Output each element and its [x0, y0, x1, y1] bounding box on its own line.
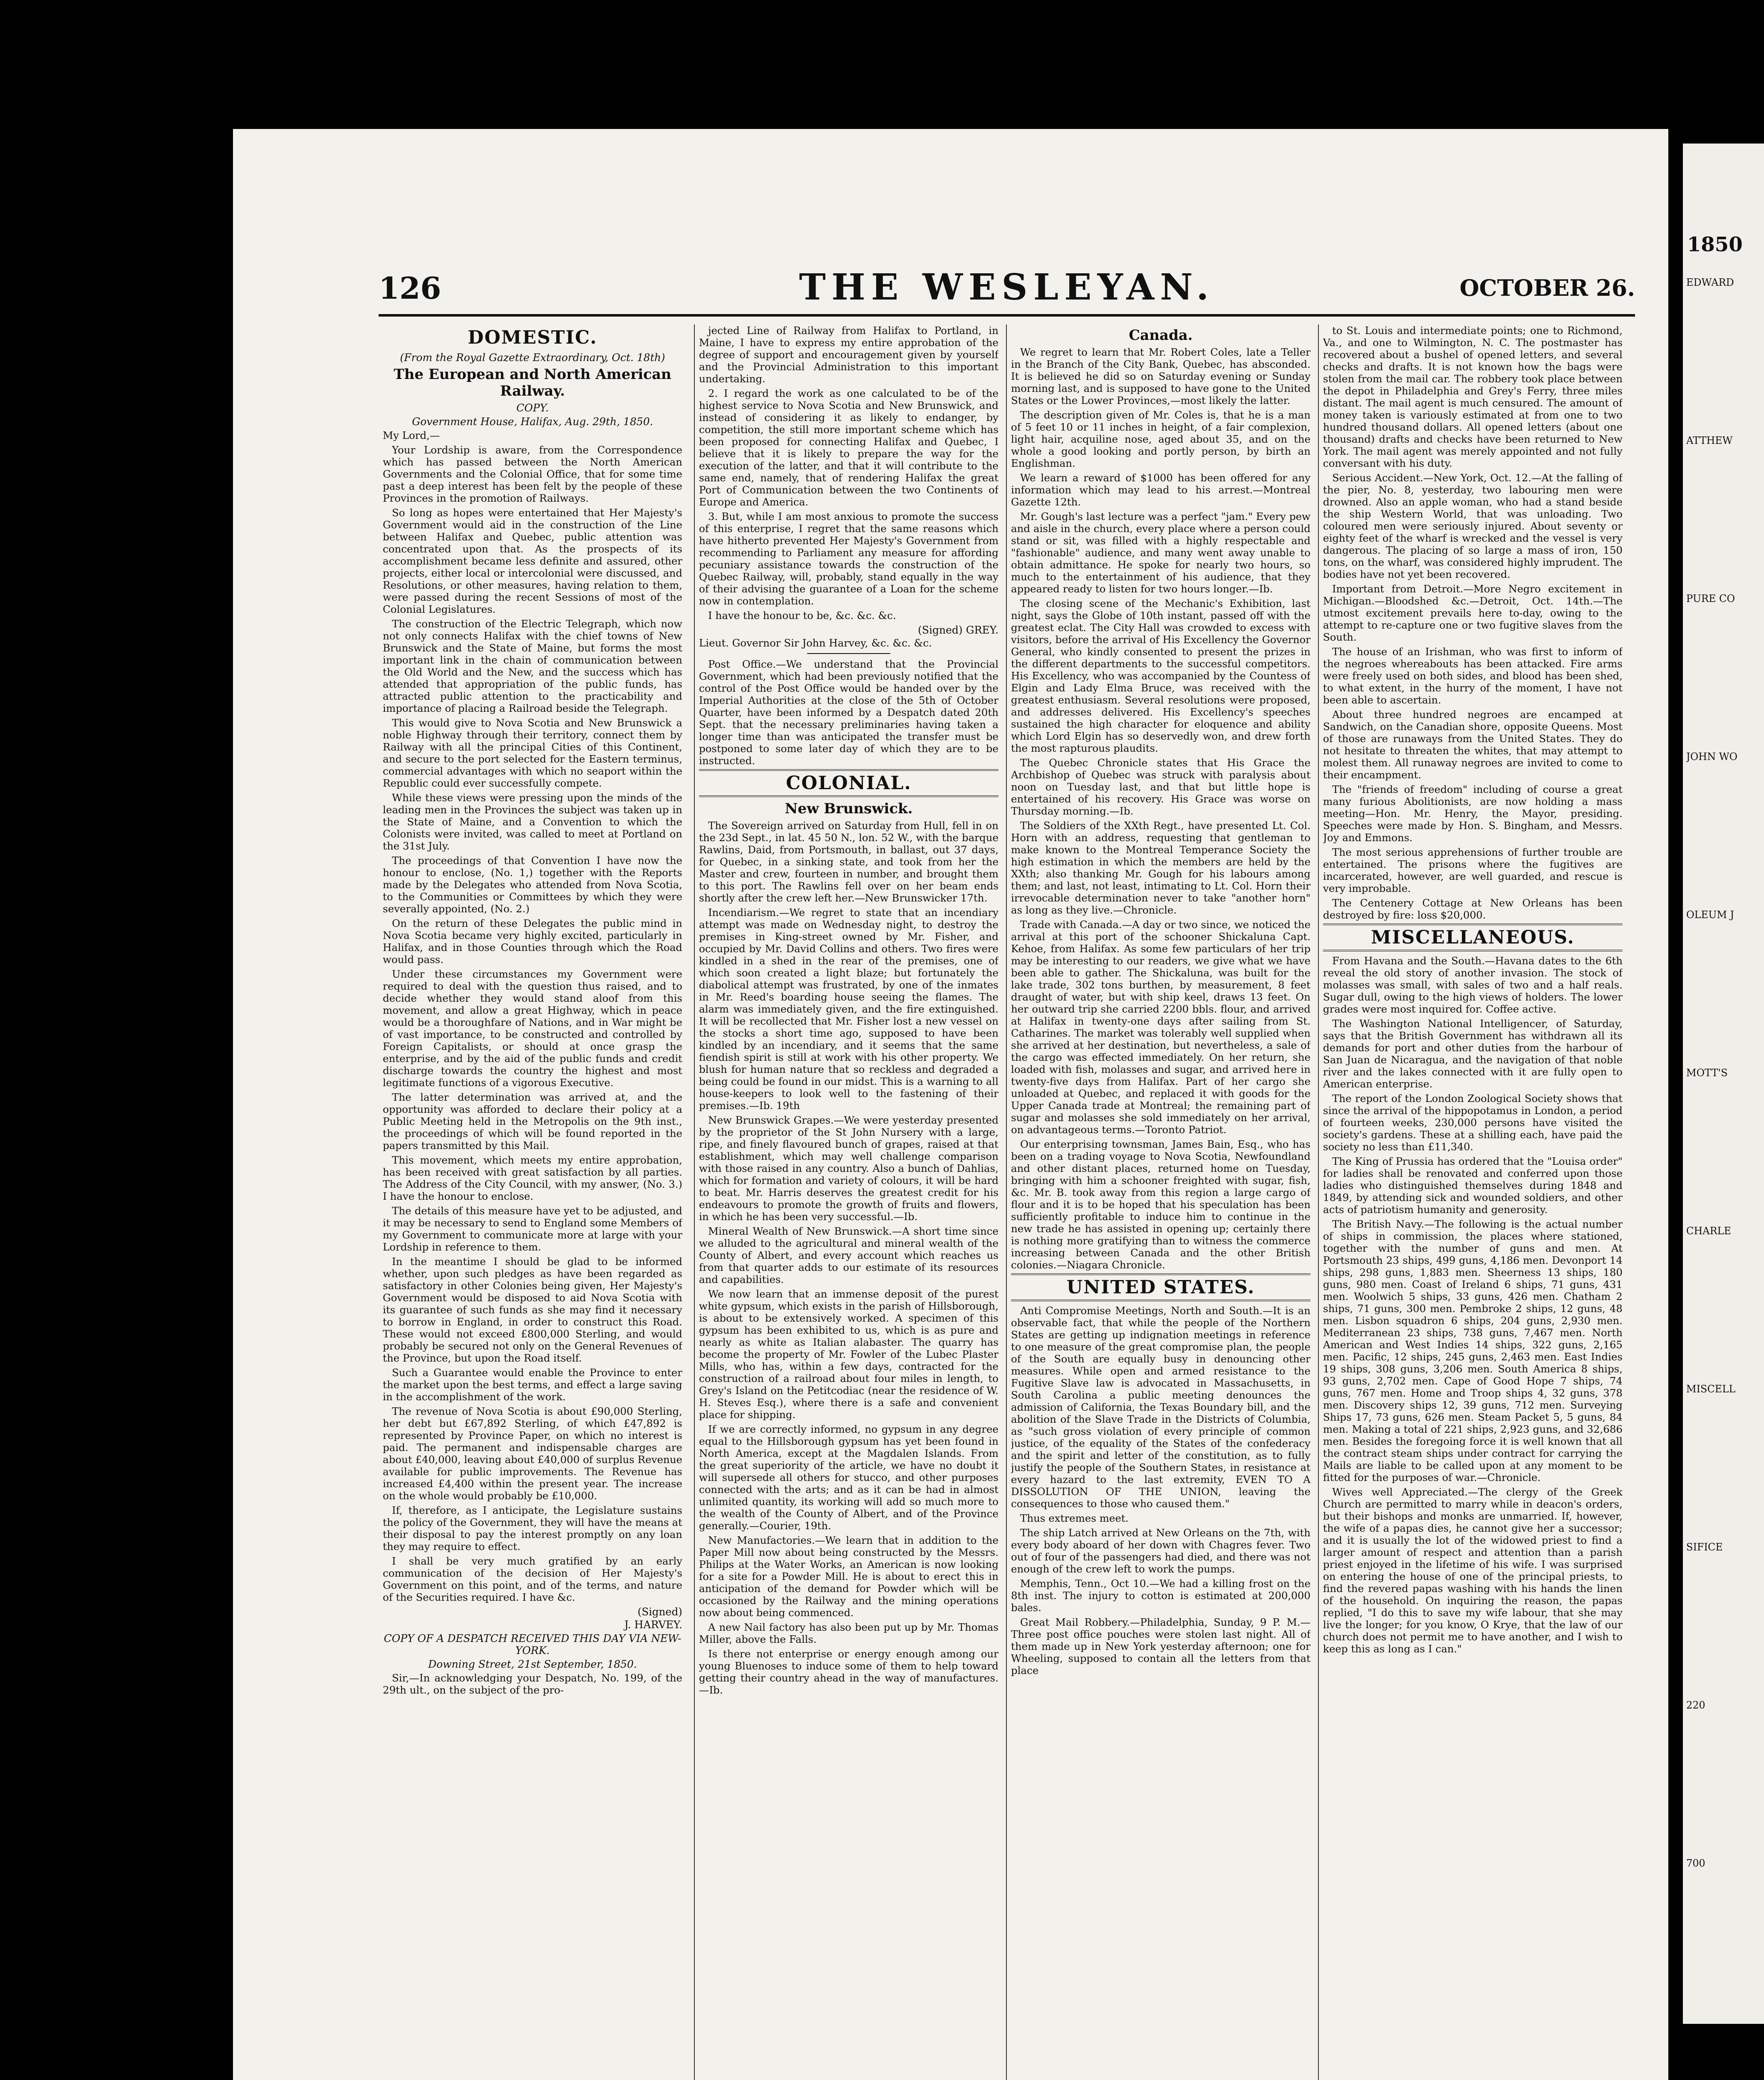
column-divider	[1318, 324, 1319, 2080]
paragraph: If we are correctly informed, no gypsum in any degree equal to the Hillsborough gypsum has yet been found in North America, except at the Magdalen Islands. From the great superiority of the article, we have no doubt it will supersede all others for stucco, and other purposes connected with the arts; and as it can be had in almost unlimited quantity, its working will add so much more to the wealth of the County of Albert, and of the Province generally.—Courier, 19th.	[699, 1423, 998, 1532]
adjacent-fragment: 700	[1686, 1857, 1705, 1869]
subheading-new-brunswick: New Brunswick.	[785, 800, 913, 817]
header-rule	[379, 314, 1635, 317]
signed-line: (Signed) GREY.	[918, 624, 998, 636]
paragraph: Is there not enterprise or energy enough among our young Bluenoses to induce some of them to help toward getting their country ahead in the way of manufactures.—Ib.	[699, 1648, 998, 1696]
paragraph: Important from Detroit.—More Negro excitement in Michigan.—Bloodshed &c.—Detroit, Oct. 14th.—The utmost excitement prevails here to-day, owing to the attempt to re-capture one or two fugitive slaves from the South.	[1323, 583, 1623, 643]
adjacent-fragment: 220	[1686, 1699, 1705, 1711]
section-heading-united-states: UNITED STATES.	[1011, 1273, 1311, 1301]
article-body	[1011, 346, 1311, 1271]
paragraph: The Centenery Cottage at New Orleans has been destroyed by fire: loss $20,000.	[1323, 897, 1623, 921]
paragraph: Thus extremes meet.	[1020, 1512, 1129, 1524]
paragraph: Great Mail Robbery.—Philadelphia, Sunday, 9 P. M.—Three post office pouches were stolen last night. All of them made up in New York yesterday afternoon; one for Wheeling, supposed to contain all the letters from that place	[1011, 1616, 1311, 1676]
column-2	[699, 324, 998, 2080]
paragraph: Such a Guarantee would enable the Province to enter the market upon the best terms, and effect a large saving in the accomplishment of the work.	[383, 1367, 682, 1403]
adjacent-fragment: EDWARD	[1686, 277, 1734, 288]
adjacent-fragment: ATTHEW	[1686, 435, 1733, 446]
paragraph: New Brunswick Grapes.—We were yesterday presented by the proprietor of the St John Nursery with a large, ripe, and finely flavoured bunch of grapes, raised at that establishment, which may well challenge comparison with those raised in any country. Also a bunch of Dahlias, which for formation and variety of colours, it will be hard to beat. Mr. Harris deserves the greatest credit for his endeavours to promote the growth of fruits and flowers, in which he has been very successful.—Ib.	[699, 1114, 998, 1223]
paragraph: In the meantime I should be glad to be informed whether, upon such pledges as have been regarded as satisfactory in other Colonies being given, Her Majesty's Government would be disposed to aid Nova Scotia with its guarantee of such funds as she may find it necessary to borrow in England, in order to construct this Road. These would not exceed £800,000 Sterling, and would probably be secured not only on the General Revenues of the Province, but upon the Road itself.	[383, 1255, 682, 1364]
paragraph: The proceedings of that Convention I have now the honour to enclose, (No. 1,) together with the Reports made by the Delegates who attended from Nova Scotia, to the Communities or Committees by which they were severally appointed, (No. 2.)	[383, 854, 682, 915]
dateline: Government House, Halifax, Aug. 29th, 1850.	[412, 416, 653, 428]
subheading-canada: Canada.	[1129, 327, 1193, 344]
adjacent-fragment: MISCELL	[1686, 1383, 1736, 1395]
paragraph: jected Line of Railway from Halifax to Portland, in Maine, I have to express my entire approbation of the degree of support and encouragement given by yourself and the Provincial Administration to this important undertaking.	[699, 324, 998, 385]
section-heading-domestic: DOMESTIC.	[468, 327, 597, 348]
paragraph: About three hundred negroes are encamped at Sandwich, on the Canadian shore, opposite Queens. Most of those are runaways from the United States. They do not hesitate to threaten the whites, that may attempt to molest them. All runaway negroes are invited to come to their encampment.	[1323, 708, 1623, 781]
masthead-title: THE WESLEYAN.	[799, 266, 1215, 308]
page-number: 126	[379, 270, 441, 306]
paragraph: While these views were pressing upon the minds of the leading men in the Provinces the subject was taken up in the State of Maine, and a Convention to which the Colonists were invited, was called to meet at Portland on the 31st July.	[383, 792, 682, 852]
paragraph: This movement, which meets my entire approbation, has been received with great satisfaction by all parties. The Address of the City Council, with my answer, (No. 3.) I have the honour to enclose.	[383, 1154, 682, 1202]
paragraph: The Sovereign arrived on Saturday from Hull, fell in on the 23d Sept., in lat. 45 50 N., lon. 52 W., with the barque Rawlins, Daid, from Portsmouth, in ballast, out 37 days, for Quebec, in a sinking state, and took from her the Master and crew, fourteen in number, and brought them to this port. The Rawlins fell over on her beam ends shortly after the crew left her.—New Brunswicker 17th.	[699, 820, 998, 904]
salutation: My Lord,—	[383, 429, 440, 441]
paragraph: The details of this measure have yet to be adjusted, and it may be necessary to send to England some Members of my Government to communicate more at large with your Lordship in reference to them.	[383, 1205, 682, 1253]
signer: J. HARVEY.	[624, 1619, 682, 1631]
page-header	[379, 266, 1635, 312]
adjacent-fragment: OLEUM J	[1686, 909, 1734, 921]
paragraph: The revenue of Nova Scotia is about £90,000 Sterling, her debt but £67,892 Sterling, of which £47,892 is represented by Province Paper, on which no interest is paid. The permanent and indispensable charges are about £40,000, leaving about £40,000 of surplus Revenue available for public improvements. The Revenue has increased £4,400 within the present year. The increase on the whole would probably be £10,000.	[383, 1405, 682, 1502]
paragraph: The report of the London Zoological Society shows that since the arrival of the hippopotamus in London, a period of fourteen weeks, 230,000 persons have visited the society's gardens. These at a shilling each, have paid the society no less than £11,340.	[1323, 1092, 1623, 1153]
paragraph: The construction of the Electric Telegraph, which now not only connects Halifax with the chief towns of New Brunswick and the State of Maine, but forms the most important link in the chain of communication between the Old World and the New, and the success which has attended that appropriation of the public funds, has attracted public attention to the practicability and importance of placing a Railroad beside the Telegraph.	[383, 618, 682, 714]
paragraph: On the return of these Delegates the public mind in Nova Scotia became very highly excited, particularly in Halifax, and in those Counties through which the Road would pass.	[383, 917, 682, 966]
paragraph: Your Lordship is aware, from the Correspondence which has passed between the North American Governments and the Colonial Office, that for some time past a deep interest has been felt by the people of these Provinces in the promotion of Railways.	[383, 444, 682, 504]
article-title: The European and North American Railway.	[394, 366, 671, 399]
section-heading-miscellaneous: MISCELLANEOUS.	[1323, 924, 1623, 951]
paragraph: A new Nail factory has also been put up by Mr. Thomas Miller, above the Falls.	[699, 1621, 998, 1645]
paragraph: So long as hopes were entertained that Her Majesty's Government would aid in the construction of the Line between Halifax and Quebec, public attention was concentrated upon that. As the prospects of its accomplishment became less definite and assured, other projects, either local or intercolonial were discussed, and Resolutions, or other measures, having relation to them, were passed during the recent Sessions of most of the Colonial Legislatures.	[383, 507, 682, 615]
separator	[807, 653, 890, 654]
paragraph: to St. Louis and intermediate points; one to Richmond, Va., and one to Wilmington, N. C. The postmaster has recovered about a bushel of opened letters, and several checks and drafts. It is not known how the bags were stolen from the mail car. The robbery took place between the depot in Philadelphia and Grey's Ferry, three miles distant. The mail agent is much censured. The amount of money taken is variously estimated at from one to two hundred thousand dollars. All opened letters (about one thousand) drafts and checks have been returned to New York. The mail agent was merely appointed and not fully conversant with his duty.	[1323, 324, 1623, 469]
paragraph: Mr. Gough's last lecture was a perfect "jam." Every pew and aisle in the church, every place where a person could stand or sit, was filled with a highly respectable and "fashionable" audience, and many went away unable to obtain admittance. He spoke for nearly two hours, so much to the entertainment of his audience, that they appeared ready to listen for two hours longer.—Ib.	[1011, 510, 1311, 595]
adjacent-page-edge	[1683, 144, 1764, 2024]
paragraph: The ship Latch arrived at New Orleans on the 7th, with every body aboard of her down with Chagres fever. Two out of four of the passengers had died, and there was not enough of the crew left to work the pumps.	[1011, 1527, 1311, 1575]
paragraph: Wives well Appreciated.—The clergy of the Greek Church are permitted to marry while in deacon's orders, but their bishops and monks are unmarried. If, however, the wife of a papas dies, he cannot give her a successor; and it is usually the lot of the widowed priest to find a larger amount of respect and attention than a parish priest enjoyed in the lifetime of his wife. I was surprised on entering the house of one of the principal priests, to find the revered papas washing with his hands the linen of the household. On inquiring the reason, the papas replied, "I do this to save my wife labour, that she may live the longer; for you know, O Krye, that the law of our church does not permit me to have another, and I wish to keep this as long as I can."	[1323, 1486, 1623, 1655]
column-3	[1011, 324, 1311, 2080]
article-body	[699, 820, 998, 1696]
adjacent-fragment: PURE CO	[1686, 593, 1735, 604]
paragraph: Incendiarism.—We regret to state that an incendiary attempt was made on Wednesday night, to destroy the premises in King-street owned by Mr. Fisher, and occupied by Mr. David Collins and others. Two fires were kindled in a shed in the rear of the premises, one of which soon created a light blaze; but fortunately the diabolical attempt was frustrated, by one of the inmates in Mr. Reed's boarding house seeing the flames. The alarm was immediately given, and the fire extinguished. It will be recollected that Mr. Fisher lost a new vessel on the stocks a short time ago, supposed to have been kindled by an incendiary, and it seems that the same fiendish spirit is still at work with his other property. We blush for human nature that so reckless and degraded a being could be found in our midst. This is a warning to all house-keepers to look well to the fastening of their premises.—Ib. 19th	[699, 906, 998, 1112]
article-body	[1323, 324, 1623, 921]
paragraph: Serious Accident.—New York, Oct. 12.—At the falling of the pier, No. 8, yesterday, two labouring men were drowned. Also an apple woman, who had a stand beside the ship Western World, that was unloading. Two coloured men were seriously injured. About seventy or eighty feet of the wharf is wrecked and the vessel is very dangerous. The placing of so large a mass of iron, 150 tons, on the wharf, was considered highly imprudent. The bodies have not yet been recovered.	[1323, 472, 1623, 580]
article-body	[1011, 1305, 1311, 1676]
adjacent-fragment: MOTT'S	[1686, 1067, 1728, 1079]
paragraph: The house of an Irishman, who was first to inform of the negroes whereabouts has been attacked. Fire arms were freely used on both sides, and blood has been shed, to what extent, in the hurry of the moment, I have not been able to ascertain.	[1323, 646, 1623, 706]
paragraph: The King of Prussia has ordered that the "Louisa order" for ladies shall be renovated and conferred upon those ladies who distinguished themselves during 1848 and 1849, by attending sick and wounded soldiers, and other acts of patriotism humanity and generosity.	[1323, 1155, 1623, 1216]
paragraph: 2. I regard the work as one calculated to be of the highest service to Nova Scotia and New Brunswick, and instead of considering it as likely to endanger, by competition, the still more important scheme which has been proposed for connecting Halifax and Quebec, I believe that it is likely to prepare the way for the execution of the latter, and that it will contribute to the same end, namely, that of rendering Halifax the great Port of Communication between the two Continents of Europe and America.	[699, 387, 998, 508]
paragraph: Anti Compromise Meetings, North and South.—It is an observable fact, that while the people of the Northern States are getting up indignation meetings in reference to one measure of the great compromise plan, the people of the South are equally busy in denouncing other measures. While open and armed resistance to the Fugitive Slave law is advocated in Massachusetts, in South Carolina a public meeting denounces the admission of California, the Texas Boundary bill, and the abolition of the Slave Trade in the Districts of Columbia, as "such gross violation of every principle of common justice, of the equality of the States of the confederacy and the spirit and letter of the constitution, as to fully justify the people of the Southern States, in resistance at every hazard to the last extremity, EVEN TO A DISSOLUTION OF THE UNION, leaving the consequences to those who caused them."	[1011, 1305, 1311, 1510]
post-office-paragraph: Post Office.—We understand that the Provincial Government, which had been previously notified that the control of the Post Office would be handed over by the Imperial Authorities at the close of the 5th of October Quarter, have been informed by a Despatch dated 20th Sept. that the necessary preliminaries having taken a longer time than was anticipated the transfer must be postponed to some later day of which they are to be instructed.	[699, 658, 998, 767]
paragraph: I have the honour to be, &c. &c. &c.	[708, 609, 896, 622]
article-body	[383, 444, 682, 1603]
signed-label: (Signed)	[637, 1606, 682, 1618]
column-4	[1323, 324, 1623, 2080]
newspaper-page	[233, 129, 1668, 2080]
paragraph: Memphis, Tenn., Oct 10.—We had a killing frost on the 8th inst. The injury to cotton is estimated at 200,000 bales.	[1011, 1577, 1311, 1614]
adjacent-fragment: SIFICE	[1686, 1541, 1723, 1553]
addressee: Lieut. Governor Sir John Harvey, &c. &c. &c.	[699, 637, 932, 649]
dateline: Downing Street, 21st September, 1850.	[428, 1658, 637, 1670]
paragraph: New Manufactories.—We learn that in addition to the Paper Mill now about being constructed by the Messrs. Philips at the Water Works, an American is now looking for a site for a Powder Mill. He is about to erect this in anticipation of the demand for Powder which will be occasioned by the Railway and the mining operations now about being commenced.	[699, 1534, 998, 1619]
paragraph: This would give to Nova Scotia and New Brunswick a noble Highway through their territory, connect them by Railway with all the principal Cities of this Continent, and secure to the port selected for the Eastern terminus, commercial advantages with which no seaport within the Republic could ever successfully compete.	[383, 717, 682, 789]
paragraph: We learn a reward of $1000 has been offered for any information which may lead to his arrest.—Montreal Gazette 12th.	[1011, 472, 1311, 508]
despatch-heading: COPY OF A DESPATCH RECEIVED THIS DAY VIA NEW-YORK.	[384, 1632, 681, 1657]
paragraph: Sir,—In acknowledging your Despatch, No. 199, of the 29th ult., on the subject of the pro-	[383, 1672, 682, 1696]
column-divider	[1006, 324, 1007, 2080]
paragraph: Under these circumstances my Government were required to deal with the question thus raised, and to decide whether they would stand aloof from this movement, and allow a great Highway, which in peace would be a thoroughfare of Nations, and in War might be of vast importance, to be constructed and controlled by Foreign Capitalists, or should at once grasp the enterprise, and by the aid of the public funds and credit discharge towards the country the highest and most legitimate functions of a vigorous Executive.	[383, 968, 682, 1089]
paragraph: Mineral Wealth of New Brunswick.—A short time since we alluded to the agricultural and mineral wealth of the County of Albert, and every account which reaches us from that quarter adds to our estimate of its resources and capabilities.	[699, 1225, 998, 1285]
adjacent-year: 1850	[1687, 233, 1743, 256]
section-heading-colonial: COLONIAL.	[699, 769, 998, 797]
paragraph: The "friends of freedom" including of course a great many furious Abolitionists, are now holding a mass meeting—Hon. Mr. Henry, the Mayor, presiding. Speeches were made by Hon. S. Bingham, and Messrs. Joy and Emmons.	[1323, 783, 1623, 844]
paragraph: Trade with Canada.—A day or two since, we noticed the arrival at this port of the schooner Shickaluna Capt. Kehoe, from Halifax. As some few particulars of her trip may be interesting to our readers, we give what we have been able to gather. The Shickaluna, was built for the lake trade, 302 tons burthen, by measurement, 8 feet draught of water, but with ship keel, draws 13 feet. On her outward trip she carried 2200 bbls. flour, and arrived at Halifax in twenty-one days after sailing from St. Catharines. The market was tolerably well supplied when she arrived at her destination, but nevertheless, a sale of the cargo was effected immediately. On her return, she loaded with fish, molasses and sugar, and arrived here in twenty-five days from Halifax. Part of her cargo she unloaded at Quebec, and replaced it with goods for the Upper Canada trade at Montreal; the remaining part of sugar and molasses she sold immediately on her arrival, on advantageous terms.—Toronto Patriot.	[1011, 919, 1311, 1136]
paragraph: The British Navy.—The following is the actual number of ships in commission, the places where stationed, together with the number of guns and men. At Portsmouth 23 ships, 499 guns, 4,186 men. Devonport 14 ships, 298 guns, 1,883 men. Sheerness 13 ships, 180 guns, 980 men. Coast of Ireland 6 ships, 71 guns, 431 men. Woolwich 5 ships, 33 guns, 426 men. Chatham 2 ships, 71 guns, 300 men. Pembroke 2 ships, 12 guns, 48 men. Lisbon squadron 6 ships, 204 guns, 2,930 men. Mediterranean 23 ships, 738 guns, 7,467 men. North American and West Indies 14 ships, 322 guns, 2,165 men. Pacific, 12 ships, 245 guns, 2,463 men. East Indies 19 ships, 308 guns, 3,206 men. South America 8 ships, 93 guns, 2,702 men. Cape of Good Hope 7 ships, 74 guns, 767 men. Home and Troop ships 4, 32 guns, 378 men. Discovery ships 12, 39 guns, 712 men. Surveying Ships 17, 73 guns, 626 men. Steam Packet 5, 5 guns, 84 men. Making a total of 221 ships, 2,923 guns, and 32,686 men. Besides the foregoing force it is well known that all the contract steam ships under contract for carrying the Mails are liable to be called upon at any moment to be fitted for the purposes of war.—Chronicle.	[1323, 1218, 1623, 1483]
adjacent-fragment: CHARLE	[1686, 1225, 1732, 1237]
source-line: (From the Royal Gazette Extraordinary, Oct. 18th)	[400, 352, 665, 364]
copy-label: COPY.	[516, 402, 549, 414]
paragraph: The Washington National Intelligencer, of Saturday, says that the British Government has withdrawn all its demands for port and other duties from the harbour of San Juan de Nicaragua, and the navigation of that noble river and the lakes connected with it are fully open to American enterprise.	[1323, 1018, 1623, 1090]
column-divider	[694, 324, 695, 2080]
adjacent-fragment: JOHN WO	[1686, 751, 1738, 763]
article-body	[1323, 955, 1623, 1655]
article-body	[699, 324, 998, 622]
paragraph: We now learn that an immense deposit of the purest white gypsum, which exists in the parish of Hillsborough, is about to be extensively worked. A specimen of this gypsum has been exhibited to us, which is as pure and nearly as white as Italian alabaster. The quarry has become the property of Mr. Fowler of the Lubec Plaster Mills, who has, within a few days, contracted for the construction of a railroad about four miles in length, to Grey's Island on the Petitcodiac (near the residence of W. H. Steves Esq.), where there is a safe and convenient place for shipping.	[699, 1288, 998, 1421]
paragraph: The Quebec Chronicle states that His Grace the Archbishop of Quebec was struck with paralysis about noon on Tuesday last, and that but little hope is entertained of his recovery. His Grace was worse on Thursday morning.—Ib.	[1011, 757, 1311, 817]
paragraph: The latter determination was arrived at, and the opportunity was afforded to declare their policy at a Public Meeting held in the Metropolis on the 9th inst., the proceedings of which will be found reported in the papers transmitted by this Mail.	[383, 1091, 682, 1151]
paragraph: The closing scene of the Mechanic's Exhibition, last night, says the Globe of 10th instant, passed off with the greatest eclat. The City Hall was crowded to excess with visitors, before the arrival of His Excellency the Governor General, who kindly consented to present the prizes in the different departments to the successful competitors. His Excellency, who was accompanied by the Countess of Elgin and Lady Elma Bruce, was received with the greatest enthusiasm. Several resolutions were proposed, and addresses delivered. His Excellency's speeches sustained the high character for eloquence and ability which Lord Elgin has so deservedly won, and drew forth the most rapturous plaudits.	[1011, 597, 1311, 754]
issue-date: OCTOBER 26.	[1459, 275, 1635, 301]
paragraph: The description given of Mr. Coles is, that he is a man of 5 feet 10 or 11 inches in height, of a fair complexion, light hair, acquiline nose, aged about 35, and on the whole a good looking and portly person, by birth an Englishman.	[1011, 409, 1311, 469]
paragraph: The Soldiers of the XXth Regt., have presented Lt. Col. Horn with an address, requesting that gentleman to make known to the Montreal Temperance Society the high estimation in which the members are held by the XXth; also thanking Mr. Gough for his labours among them; and last, not least, intimating to Lt. Col. Horn their irrevocable determination never to take "another horn" as long as they live.—Chronicle.	[1011, 820, 1311, 916]
paragraph: The most serious apprehensions of further trouble are entertained. The prisons where the fugitives are incarcerated, however, are well guarded, and rescue is very improbable.	[1323, 846, 1623, 894]
column-1	[383, 324, 682, 2080]
paragraph: 3. But, while I am most anxious to promote the success of this enterprise, I regret that the same reasons which have hitherto prevented Her Majesty's Government from recommending to Parliament any measure for affording pecuniary assistance towards the construction of the Quebec Railway, will, probably, stand equally in the way of their advising the guarantee of a Loan for the scheme now in contemplation.	[699, 510, 998, 607]
paragraph: I shall be very much gratified by an early communication of the decision of Her Majesty's Government on this point, and of the terms, and nature of the Securities required. I have &c.	[383, 1555, 682, 1603]
paragraph: Our enterprising townsman, James Bain, Esq., who has been on a trading voyage to Nova Scotia, Newfoundland and other distant places, returned home on Tuesday, bringing with him a schooner freighted with sugar, fish, &c. Mr. B. took away from this region a large cargo of flour and it is to be hoped that his speculation has been sufficiently profitable to induce him to continue in the new trade he has assisted in opening up; certainly there is nothing more gratifying than to witness the commerce increasing between Canada and the other British colonies.—Niagara Chronicle.	[1011, 1138, 1311, 1271]
paragraph: From Havana and the South.—Havana dates to the 6th reveal the old story of another invasion. The stock of molasses was small, with sales of two and a half reals. Sugar dull, owing to the high views of holders. The lower grades were most inquired for. Coffee active.	[1323, 955, 1623, 1015]
paragraph: We regret to learn that Mr. Robert Coles, late a Teller in the Branch of the City Bank, Quebec, has absconded. It is believed he did so on Saturday evening or Sunday morning last, and is supposed to have gone to the United States or the Lower Provinces,—most likely the latter.	[1011, 346, 1311, 406]
paragraph: If, therefore, as I anticipate, the Legislature sustains the policy of the Government, they will have the means at their disposal to pay the interest promptly on any loan they may require to effect.	[383, 1504, 682, 1553]
